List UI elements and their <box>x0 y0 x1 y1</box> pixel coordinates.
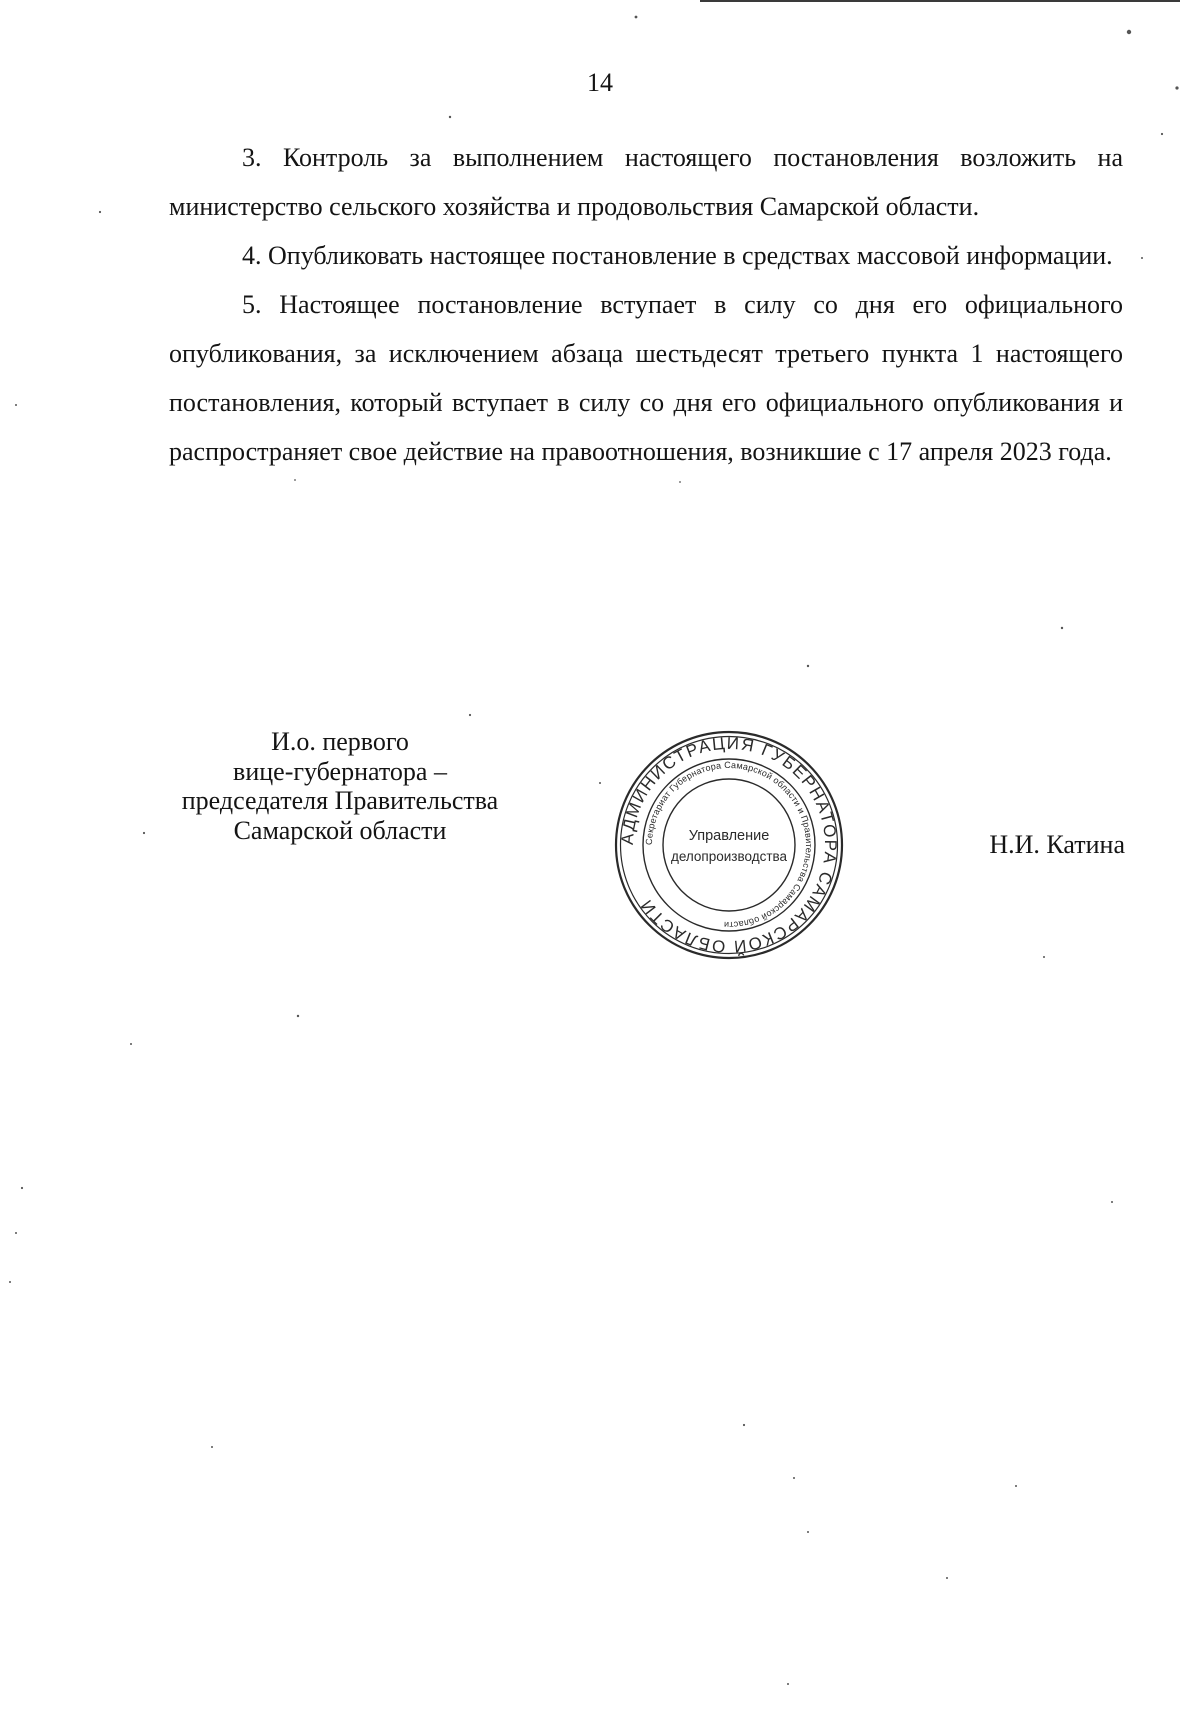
stamp-outer-text: АДМИНИСТРАЦИЯ ГУБЕРНАТОРА САМАРСКОЙ ОБЛАСТИ <box>617 733 841 957</box>
page-number: 14 <box>587 68 613 97</box>
position-line: председателя Правительства <box>181 786 499 815</box>
svg-text:Секретариат Губернатора Самарс <box>644 760 814 930</box>
paragraph-4: 4. Опубликовать настоящее постановление в средствах массовой информации. <box>242 241 1113 270</box>
position-line: вице-губернатора – <box>233 756 447 786</box>
stamp-center-line: делопроизводства <box>670 849 788 864</box>
stamp-center-line: Управление <box>688 828 770 844</box>
signatory-name: Н.И. Катина <box>989 830 1125 859</box>
official-stamp <box>612 728 846 962</box>
position-line: И.о. первого <box>271 727 409 756</box>
document-body <box>169 133 1123 476</box>
position-line: Самарской области <box>233 815 447 845</box>
stamp-ring-text: Секретариат Губернатора Самарской области и Правительства Самарской области <box>643 759 815 931</box>
paragraph-3: 3. Контроль за выполнением настоящего постановления возложить на министерство сельского хозяйства и продовольствия Самарской области. <box>169 143 1123 221</box>
paragraph-5: 5. Настоящее постановление вступает в силу со дня его официального опубликования, за исключением абзаца шестьдесят третьего пункта 1 настоящего постановления, который вступает в силу со дня его официального опубликования и распространяет свое действие на правоотношения, возникшие с 17 апреля 2023 года. <box>169 290 1123 466</box>
scan-edge-line <box>700 0 1180 2</box>
signatory-position <box>150 727 530 845</box>
stamp-seal-icon <box>612 728 846 962</box>
